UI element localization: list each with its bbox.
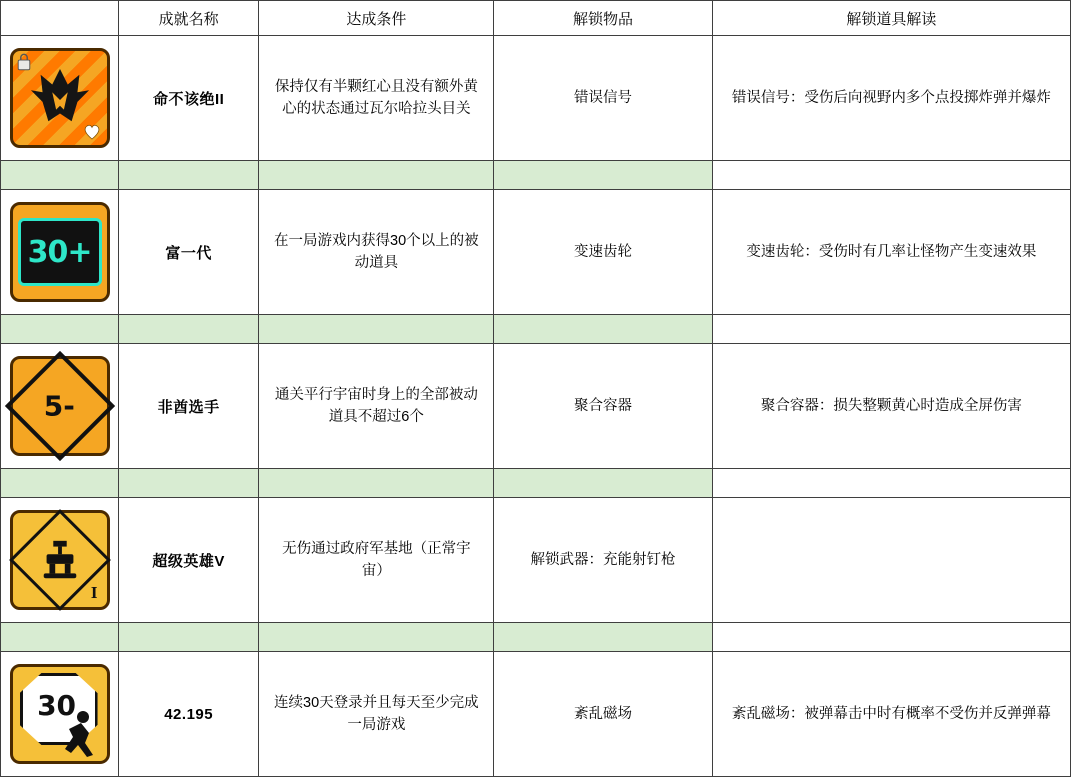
table-row — [1, 344, 1071, 469]
separator-cell — [494, 623, 712, 652]
row-separator — [1, 161, 1071, 190]
separator-cell — [119, 161, 259, 190]
separator-cell — [712, 469, 1070, 498]
badge-label: 30+ — [27, 234, 92, 270]
achievement-item: 解锁武器：充能射钉枪 — [494, 498, 712, 623]
lock-icon — [16, 53, 32, 71]
achievement-icon-1 — [10, 48, 110, 148]
achievement-condition: 在一局游戏内获得30个以上的被动道具 — [259, 190, 494, 315]
achievement-icon-cell — [1, 190, 119, 315]
separator-cell — [1, 315, 119, 344]
achievement-icon-cell — [1, 652, 119, 777]
separator-cell — [259, 469, 494, 498]
achievement-name: 富一代 — [119, 190, 259, 315]
header-name: 成就名称 — [119, 1, 259, 36]
achievement-description: 紊乱磁场：被弹幕击中时有概率不受伤并反弹弹幕 — [712, 652, 1070, 777]
achievement-icon-cell — [1, 344, 119, 469]
row-separator — [1, 315, 1071, 344]
separator-cell — [494, 161, 712, 190]
runner-icon — [59, 709, 103, 761]
achievement-description: 变速齿轮：受伤时有几率让怪物产生变速效果 — [712, 190, 1070, 315]
achievement-description — [712, 498, 1070, 623]
separator-cell — [119, 623, 259, 652]
row-separator — [1, 469, 1071, 498]
separator-cell — [494, 315, 712, 344]
header-description: 解锁道具解读 — [712, 1, 1070, 36]
achievement-icon-cell — [1, 36, 119, 161]
achievement-icon-cell — [1, 498, 119, 623]
achievement-icon-3 — [10, 356, 110, 456]
separator-cell — [259, 315, 494, 344]
table-row — [1, 190, 1071, 315]
badge-diamond — [4, 351, 114, 461]
achievement-item: 聚合容器 — [494, 344, 712, 469]
achievement-item: 变速齿轮 — [494, 190, 712, 315]
badge-frame — [10, 202, 110, 302]
separator-cell — [119, 315, 259, 344]
achievement-condition: 无伤通过政府军基地（正常宇宙） — [259, 498, 494, 623]
achievement-item: 错误信号 — [494, 36, 712, 161]
heart-icon — [83, 123, 101, 140]
achievement-icon-2 — [10, 202, 110, 302]
separator-cell — [1, 161, 119, 190]
achievement-name: 命不该绝II — [119, 36, 259, 161]
table-header-row — [1, 1, 1071, 36]
achievement-description: 聚合容器：损失整颗黄心时造成全屏伤害 — [712, 344, 1070, 469]
badge-frame — [10, 510, 110, 610]
achievement-name: 超级英雄V — [119, 498, 259, 623]
badge-label: 5- — [43, 389, 76, 423]
achievement-description: 错误信号：受伤后向视野内多个点投掷炸弹并爆炸 — [712, 36, 1070, 161]
achievement-name: 非酋选手 — [119, 344, 259, 469]
header-icon — [1, 1, 119, 36]
demon-crown-icon — [29, 67, 91, 129]
row-separator — [1, 623, 1071, 652]
separator-cell — [494, 469, 712, 498]
separator-cell — [1, 469, 119, 498]
achievement-item: 紊乱磁场 — [494, 652, 712, 777]
badge-frame — [10, 48, 110, 148]
table-row — [1, 36, 1071, 161]
badge-frame — [10, 356, 110, 456]
table-row — [1, 498, 1071, 623]
table-row — [1, 652, 1071, 777]
badge-label: I — [90, 583, 98, 602]
header-condition: 达成条件 — [259, 1, 494, 36]
achievement-condition: 通关平行宇宙时身上的全部被动道具不超过6个 — [259, 344, 494, 469]
separator-cell — [259, 623, 494, 652]
badge-label: 30 — [37, 689, 77, 722]
separator-cell — [259, 161, 494, 190]
turret-icon — [37, 537, 83, 583]
header-item: 解锁物品 — [494, 1, 712, 36]
achievement-icon-4 — [10, 510, 110, 610]
achievement-condition: 连续30天登录并且每天至少完成一局游戏 — [259, 652, 494, 777]
achievement-icon-5 — [10, 664, 110, 764]
separator-cell — [712, 315, 1070, 344]
separator-cell — [712, 623, 1070, 652]
badge-inner-panel — [18, 218, 102, 286]
separator-cell — [119, 469, 259, 498]
achievement-condition: 保持仅有半颗红心且没有额外黄心的状态通过瓦尔哈拉头目关 — [259, 36, 494, 161]
badge-frame — [10, 664, 110, 764]
separator-cell — [712, 161, 1070, 190]
achievement-name: 42.195 — [119, 652, 259, 777]
separator-cell — [1, 623, 119, 652]
